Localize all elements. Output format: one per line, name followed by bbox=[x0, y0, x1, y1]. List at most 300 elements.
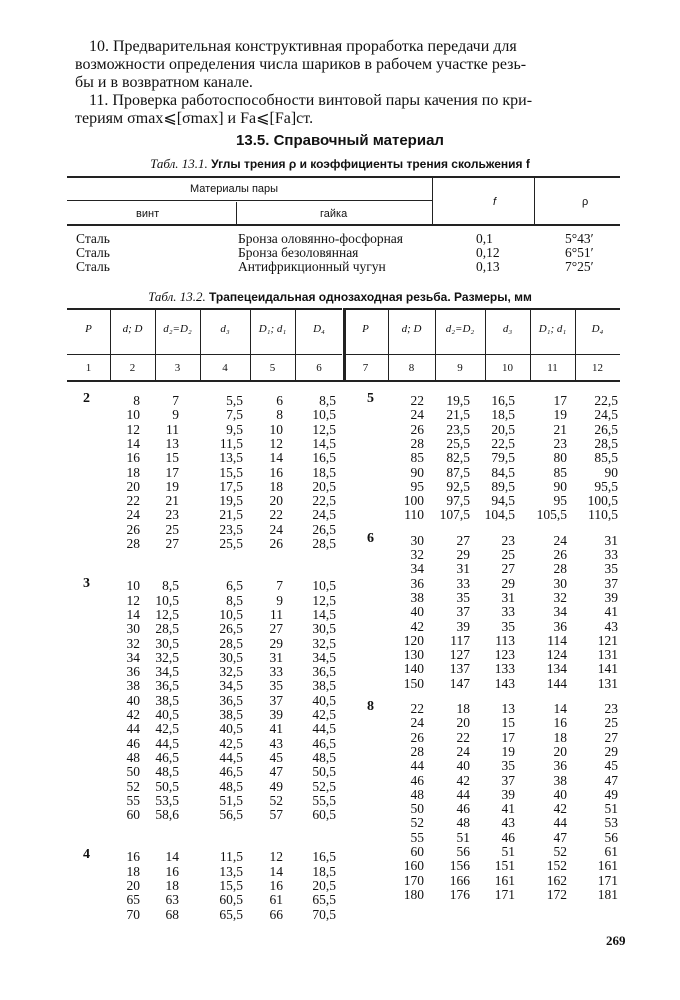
table2-cell: 21,5 bbox=[446, 407, 470, 423]
table2-cell: 29 bbox=[604, 743, 618, 759]
table2-cell: 8 bbox=[276, 407, 283, 423]
table2-cell: 90 bbox=[553, 478, 567, 494]
table2-cell: 63 bbox=[165, 892, 179, 908]
table2-cell: 41 bbox=[604, 604, 618, 620]
paragraph-10: 10. Предварительная конструктивная проработка передачи для возможности определения числа шариков в рабочем участке резь- бы и в возвратном канале. bbox=[75, 38, 527, 91]
table1-mid-rule bbox=[67, 200, 432, 201]
table2-cell: 36 bbox=[410, 575, 424, 591]
table2-cell: 7 bbox=[276, 578, 283, 594]
table2-cell: 26 bbox=[553, 547, 567, 562]
table2-col-number: 12 bbox=[592, 362, 603, 374]
table2-cell: 29 bbox=[501, 575, 515, 591]
table2-cell: 12,5 bbox=[312, 592, 336, 608]
table2-cell: 90 bbox=[604, 464, 618, 480]
table2-cell: 52 bbox=[553, 844, 567, 859]
table2-cell: 130 bbox=[403, 647, 424, 663]
table2-col-header: D₁; d₁ bbox=[538, 323, 567, 335]
table2-cell: 90 bbox=[410, 464, 424, 480]
table2-cell: 23 bbox=[501, 532, 515, 548]
table2-cell: 40,5 bbox=[312, 692, 336, 708]
table1-col-rho: ρ bbox=[582, 196, 589, 208]
table2-cell: 113 bbox=[495, 632, 515, 648]
table2-cell: 23 bbox=[165, 507, 179, 523]
table2-cell: 26 bbox=[410, 729, 424, 745]
table2-cell: 95 bbox=[410, 478, 424, 494]
table2-cell: 36 bbox=[553, 758, 567, 774]
table2-cell: 32 bbox=[410, 547, 424, 562]
table2-cell: 61 bbox=[604, 844, 618, 859]
table2-cell: 6 bbox=[276, 393, 283, 408]
table2-cell: 22 bbox=[126, 493, 140, 509]
table1-bottom-rule bbox=[67, 224, 620, 226]
table2-col-number: 11 bbox=[547, 362, 558, 374]
table2-cell: 121 bbox=[597, 632, 618, 648]
table2-cell: 140 bbox=[403, 661, 424, 677]
table2-cell: 49 bbox=[269, 778, 283, 794]
table2-cell: 105,5 bbox=[536, 507, 567, 523]
page-number: 269 bbox=[606, 933, 626, 948]
table1-col-f: f bbox=[493, 196, 497, 208]
table2-cell: 20 bbox=[456, 715, 470, 731]
table2-cell: 35 bbox=[269, 678, 283, 694]
table2-cell: 55 bbox=[126, 792, 140, 808]
table2-cell: 5,5 bbox=[226, 393, 243, 408]
table2-col-header: d₂=D₂ bbox=[445, 323, 475, 335]
table2-cell: 85,5 bbox=[594, 450, 618, 466]
table2-cell: 34 bbox=[410, 561, 424, 577]
table1-col-screw: винт bbox=[136, 208, 160, 220]
table2-cell: 180 bbox=[403, 886, 424, 902]
table2-cell: 16 bbox=[269, 878, 283, 893]
table2-col-number: 3 bbox=[174, 362, 181, 374]
table2-cell: 30,5 bbox=[155, 635, 179, 651]
table2-cell: 8 bbox=[133, 393, 140, 408]
table2-cell: 11,5 bbox=[219, 435, 243, 451]
table2-cell: 14 bbox=[165, 849, 179, 865]
table2-cell: 25,5 bbox=[219, 536, 243, 551]
table2-cell: 20,5 bbox=[491, 421, 515, 437]
table2-cell: 34 bbox=[126, 649, 140, 665]
table2-cell: 14,5 bbox=[312, 606, 336, 622]
table2-cell: 30 bbox=[410, 532, 424, 548]
table2-cell: 131 bbox=[597, 647, 618, 663]
table2-col-header: D₄ bbox=[313, 323, 325, 335]
table2-cell: 21,5 bbox=[219, 507, 243, 523]
table2-cell: 24 bbox=[410, 407, 424, 423]
table2-cell: 22 bbox=[410, 701, 424, 716]
table2-cell: 27 bbox=[165, 536, 179, 551]
table2-cell: 28,5 bbox=[155, 621, 179, 637]
table2-cell: 26,5 bbox=[594, 421, 618, 437]
table2-cell: 143 bbox=[494, 675, 515, 691]
table2-cell: 18 bbox=[165, 878, 179, 893]
table2-cell: 12,5 bbox=[155, 606, 179, 622]
table2-col-header: d; D bbox=[122, 323, 143, 335]
table2-cell: 37 bbox=[604, 575, 618, 591]
table2-cell: 14 bbox=[126, 606, 140, 622]
table2-cell: 22 bbox=[269, 507, 283, 523]
table2-cell: 107,5 bbox=[439, 507, 470, 523]
table2-col-number: 8 bbox=[408, 362, 415, 374]
table2-pitch-value: 6 bbox=[367, 530, 374, 546]
table2-cell: 29 bbox=[269, 635, 283, 651]
table2-cell: 50 bbox=[126, 764, 140, 780]
table2-cell: 38,5 bbox=[312, 678, 336, 694]
table2-cell: 48,5 bbox=[155, 764, 179, 780]
table2-cell: 85 bbox=[553, 464, 567, 480]
table2-cell: 34 bbox=[553, 604, 567, 620]
table2-cell: 65,5 bbox=[312, 892, 336, 908]
table2-cell: 57 bbox=[269, 807, 283, 823]
table2-cell: 32,5 bbox=[312, 635, 336, 651]
table2-cell: 49 bbox=[604, 786, 618, 802]
table2-cell: 60 bbox=[410, 844, 424, 859]
table2-cell: 6,5 bbox=[226, 578, 243, 594]
table2-cell: 13,5 bbox=[219, 450, 243, 466]
table2-cell: 120 bbox=[403, 632, 424, 648]
table2-cell: 152 bbox=[546, 858, 567, 874]
table2-cell: 53 bbox=[604, 815, 618, 831]
table2-cell: 55 bbox=[410, 829, 424, 845]
table2-cell: 16,5 bbox=[312, 450, 336, 466]
table2-cell: 42 bbox=[410, 618, 424, 634]
table2-cell: 32,5 bbox=[155, 649, 179, 665]
table2-cell: 26 bbox=[126, 521, 140, 537]
table2-cell: 16 bbox=[126, 849, 140, 865]
table2-cell: 17 bbox=[553, 393, 567, 408]
table2-cell: 31 bbox=[501, 589, 515, 605]
table2-cell: 7,5 bbox=[226, 407, 243, 423]
table2-cell: 20 bbox=[126, 878, 140, 893]
table2-cell: 44 bbox=[553, 815, 567, 831]
table2-cell: 40,5 bbox=[155, 707, 179, 722]
table2-cell: 26 bbox=[410, 421, 424, 437]
table2-cell: 37 bbox=[269, 692, 283, 708]
table2-cell: 156 bbox=[449, 858, 470, 874]
table2-col-number: 10 bbox=[502, 362, 513, 374]
table2-cell: 22 bbox=[456, 729, 470, 745]
table2-cell: 47 bbox=[553, 829, 567, 845]
table2-cell: 36 bbox=[553, 618, 567, 634]
table2-cell: 84,5 bbox=[491, 464, 515, 480]
table2-cell: 30 bbox=[126, 621, 140, 637]
table2-cell: 10 bbox=[269, 421, 283, 437]
table2-cell: 8,5 bbox=[226, 592, 243, 608]
table2-cell: 21 bbox=[165, 493, 179, 509]
table2-cell: 18 bbox=[269, 478, 283, 494]
table2-cell: 46,5 bbox=[155, 749, 179, 765]
table2-col-header: d₂=D₂ bbox=[163, 323, 192, 335]
table2-cell: 31 bbox=[604, 532, 618, 548]
table2-cell: 52 bbox=[269, 792, 283, 808]
table2-pitch-value: 5 bbox=[367, 391, 374, 406]
table1-vline-1 bbox=[236, 202, 237, 224]
table2-cell: 85 bbox=[410, 450, 424, 466]
table2-cell: 16 bbox=[126, 450, 140, 466]
table2-cell: 60 bbox=[126, 807, 140, 823]
table2-cell: 166 bbox=[449, 872, 470, 888]
table2-cell: 150 bbox=[403, 675, 424, 691]
table2-cell: 24,5 bbox=[312, 507, 336, 523]
table2-cell: 66 bbox=[269, 906, 283, 922]
table2-cell: 144 bbox=[546, 675, 567, 691]
table2-cell: 100 bbox=[403, 493, 424, 509]
table2-cell: 11 bbox=[166, 421, 179, 437]
table2-cell: 38,5 bbox=[155, 692, 179, 708]
table2-cell: 44,5 bbox=[312, 721, 336, 737]
table2-cell: 131 bbox=[597, 675, 618, 691]
table2-cell: 68 bbox=[165, 906, 179, 922]
table2-cell: 48 bbox=[456, 815, 470, 831]
table2-cell: 36,5 bbox=[312, 664, 336, 680]
table2-cell: 23 bbox=[553, 435, 567, 451]
table2-pitch-value: 8 bbox=[367, 699, 374, 714]
table2-cell: 18,5 bbox=[312, 464, 336, 480]
table2-cell: 171 bbox=[597, 872, 618, 888]
table2-cell: 16,5 bbox=[312, 849, 336, 865]
table2-cell: 42 bbox=[553, 801, 567, 817]
table2-cell: 28 bbox=[410, 435, 424, 451]
table2-cell: 19,5 bbox=[446, 393, 470, 408]
table2-cell: 23,5 bbox=[219, 521, 243, 537]
table2-cell: 65,5 bbox=[219, 906, 243, 922]
table2-cell: 123 bbox=[494, 647, 515, 663]
table2-cell: 181 bbox=[597, 886, 618, 902]
table2-cell: 14 bbox=[269, 863, 283, 879]
table1-top-rule bbox=[67, 176, 620, 178]
table2-cell: 10 bbox=[126, 407, 140, 423]
table2-cell: 22,5 bbox=[312, 493, 336, 509]
table2-cell: 52 bbox=[410, 815, 424, 831]
table2-col-header: d₃ bbox=[220, 323, 230, 335]
table2-cell: 24,5 bbox=[594, 407, 618, 423]
table2-cell: 16 bbox=[165, 863, 179, 879]
table2-cell: 35 bbox=[501, 758, 515, 774]
table1-vline-2 bbox=[432, 176, 433, 224]
table2-cell: 27 bbox=[604, 729, 618, 745]
table2-cell: 22,5 bbox=[491, 435, 515, 451]
table2-cell: 133 bbox=[494, 661, 515, 677]
table2-cell: 17,5 bbox=[219, 478, 243, 494]
table2-cell: 23,5 bbox=[446, 421, 470, 437]
table2-cell: 170 bbox=[403, 872, 424, 888]
table2-cell: 13 bbox=[501, 701, 515, 716]
table2-cell: 27 bbox=[269, 621, 283, 637]
table2-cell: 32 bbox=[126, 635, 140, 651]
table2-cell: 110,5 bbox=[588, 507, 618, 523]
table2-cell: 51 bbox=[604, 801, 618, 817]
table2-cell: 46 bbox=[410, 772, 424, 788]
table2-cell: 114 bbox=[547, 632, 567, 648]
table2-cell: 7 bbox=[172, 393, 179, 408]
table2-cell: 35 bbox=[456, 589, 470, 605]
table2-cell: 117 bbox=[450, 632, 470, 648]
table2-cell: 110 bbox=[404, 507, 424, 523]
table2-cell: 161 bbox=[494, 872, 515, 888]
table2-cell: 48,5 bbox=[312, 749, 336, 765]
table2-cell: 127 bbox=[449, 647, 470, 663]
table2-cell: 16 bbox=[269, 464, 283, 480]
table2-numbers-rule bbox=[67, 380, 620, 382]
table2-cell: 39 bbox=[269, 707, 283, 722]
table2-cell: 50,5 bbox=[155, 778, 179, 794]
table2-col-header: D₄ bbox=[591, 323, 604, 335]
book-page: 10. Предварительная конструктивная проработка передачи для возможности определения числа шариков в рабочем участке резь- бы и в возвратном канале. 11. Проверка работоспособности винтовой пары качения по кри- териям σmax⩽[σmax] и Fa⩽[Fa]ст. 13.5. Справочный материал Табл. 13.1. Углы трения ρ и коэффициенты трения скольжения f Материалы пары винт гайка f ρ Сталь Бронза оловянно-фосфорная 0,1 5°43′ Сталь Бронза безоловянная 0,12 6°51′ Сталь Антифрикционный чугун 0,13 7°25′ Табл. 13.2. Трапецеидальная однозаходная резьба. Размеры, мм P 1 d; D 2 d₂=D₂ 3 d₃ 4 D₁; d₁ 5 D₄ 6 P 7 d; D 8 d₂=D₂ 9 d₃ 10 D₁; d₁ 11 D₄ 12 2 8 10 12 14 16 18 20 22 24 26 28 7 9 11 13 15 17 19 21 23 25 27 5,5 7,5 9,5 11,5 13,5 15,5 17,5 19,5 21,5 23,5 25,5 6 8 10 12 14 16 18 20 22 24 26 8,5 10,5 12,5 14,5 16,5 18,5 20,5 22,5 24,5 26,5 28,5 3 10 12 14 30 32 34 36 38 40 42 44 46 48 50 52 55 60 8,5 10,5 12,5 28,5 30,5 32,5 34,5 36,5 38,5 40,5 42,5 44,5 46,5 48,5 50,5 53,5 58,6 6,5 8,5 10,5 26,5 28,5 30,5 32,5 34,5 36,5 38,5 40,5 42,5 44,5 46,5 48,5 51,5 56,5 7 9 11 27 29 31 33 35 37 39 41 43 45 47 49 52 57 10,5 12,5 14,5 30,5 32,5 34,5 36,5 38,5 40,5 42,5 44,5 46,5 48,5 50,5 52,5 55,5 60,5 4 16 18 20 65 70 14 16 18 63 68 11,5 13,5 15,5 60,5 65,5 12 14 16 61 66 16,5 18,5 20,5 65,5 70,5 5 22 24 26 28 85 90 95 100 110 19,5 21,5 23,5 25,5 82,5 87,5 92,5 97,5 107,5 16,5 18,5 20,5 22,5 79,5 84,5 89,5 94,5 104,5 17 19 21 23 80 85 90 95 105,5 22,5 24,5 26,5 28,5 85,5 90 95,5 100,5 110,5 6 30 32 34 36 38 40 42 120 130 140 150 27 29 31 33 35 37 39 117 127 137 147 23 25 27 29 31 33 35 113 123 133 143 24 26 28 30 32 34 36 114 124 134 144 31 33 35 37 39 41 43 121 131 141 131 8 22 24 26 28 44 46 48 50 52 55 60 160 170 180 18 20 22 24 40 42 44 46 48 51 56 156 166 176 13 15 17 19 35 37 39 41 43 46 51 151 161 171 14 16 18 20 36 38 40 42 44 47 52 152 162 172 23 25 27 29 45 47 49 51 53 56 61 161 171 181 269 bbox=[0, 0, 680, 1000]
table2-cell: 10,5 bbox=[155, 592, 179, 608]
table2-cell: 46 bbox=[501, 829, 515, 845]
table2-cell: 15,5 bbox=[219, 878, 243, 893]
table2-cell: 15 bbox=[165, 450, 179, 466]
table2-pitch-value: 2 bbox=[83, 391, 90, 406]
table2-col-number: 7 bbox=[362, 362, 369, 374]
table2-cell: 44 bbox=[456, 786, 470, 802]
table2-cell: 42,5 bbox=[155, 721, 179, 737]
table2-cell: 8,5 bbox=[319, 393, 336, 408]
table1-caption: Табл. 13.1. Углы трения ρ и коэффициенты трения скольжения f bbox=[150, 156, 530, 171]
table2-cell: 13,5 bbox=[219, 863, 243, 879]
table2-cell: 124 bbox=[546, 647, 567, 663]
table2-cell: 160 bbox=[403, 858, 424, 874]
table2-cell: 28 bbox=[553, 561, 567, 577]
table2-cell: 70 bbox=[126, 906, 140, 922]
table2-col-header: d₃ bbox=[502, 323, 513, 335]
table2-cell: 42,5 bbox=[312, 707, 336, 722]
table2-cell: 48 bbox=[410, 786, 424, 802]
table2-cell: 28,5 bbox=[219, 635, 243, 651]
table2-cell: 8,5 bbox=[162, 578, 179, 594]
table2-cell: 95 bbox=[553, 493, 567, 509]
table2-cell: 36,5 bbox=[219, 692, 243, 708]
table2-cell: 9 bbox=[276, 592, 283, 608]
table2-col-header: d; D bbox=[401, 323, 422, 335]
table2-cell: 25 bbox=[604, 715, 618, 731]
table2-col-number: 4 bbox=[222, 362, 228, 374]
table2-cell: 20 bbox=[269, 493, 283, 509]
table2-cell: 41 bbox=[501, 801, 515, 817]
table2-cell: 34,5 bbox=[155, 664, 179, 680]
table2-cell: 32 bbox=[553, 589, 567, 605]
table2-cell: 25 bbox=[501, 547, 515, 562]
table2-cell: 10,5 bbox=[312, 578, 336, 594]
table2-cell: 52,5 bbox=[312, 778, 336, 794]
table2-cell: 104,5 bbox=[484, 507, 515, 523]
table2-cell: 29 bbox=[456, 547, 470, 562]
table2-cell: 44,5 bbox=[219, 749, 243, 765]
table2-cell: 35 bbox=[604, 561, 618, 577]
table2-cell: 27 bbox=[456, 532, 470, 548]
table2-cell: 19 bbox=[165, 478, 179, 494]
table2-cell: 19 bbox=[501, 743, 515, 759]
table2-cell: 172 bbox=[546, 886, 567, 902]
table1-col-nut: гайка bbox=[320, 208, 348, 220]
table2-cell: 9 bbox=[172, 407, 179, 423]
table2-cell: 56 bbox=[456, 844, 470, 859]
table2-cell: 30 bbox=[553, 575, 567, 591]
table2-cell: 39 bbox=[604, 589, 618, 605]
table2-cell: 24 bbox=[553, 532, 567, 548]
table2-cell: 46,5 bbox=[312, 735, 336, 751]
table2-cell: 12 bbox=[269, 849, 283, 865]
table2-cell: 162 bbox=[546, 872, 567, 888]
table2-cell: 40,5 bbox=[219, 721, 243, 737]
table2-cell: 33 bbox=[456, 575, 470, 591]
table2-cell: 22,5 bbox=[594, 393, 618, 408]
table2-cell: 36 bbox=[126, 664, 140, 680]
table2-cell: 15,5 bbox=[219, 464, 243, 480]
table2-col-header: D₁; d₁ bbox=[258, 323, 287, 335]
table2-cell: 24 bbox=[126, 507, 140, 523]
table2-cell: 38 bbox=[553, 772, 567, 788]
table2-cell: 46,5 bbox=[219, 764, 243, 780]
table2-cell: 20 bbox=[553, 743, 567, 759]
table2-cell: 11 bbox=[270, 606, 283, 622]
table2-cell: 33 bbox=[604, 547, 618, 562]
table2-cell: 10,5 bbox=[312, 407, 336, 423]
table2-cell: 33 bbox=[501, 604, 515, 620]
table2-cell: 40 bbox=[410, 604, 424, 620]
table2-cell: 12 bbox=[126, 421, 140, 437]
table2-cell: 147 bbox=[449, 675, 470, 691]
table2-cell: 36,5 bbox=[155, 678, 179, 694]
table2-cell: 60,5 bbox=[219, 892, 243, 908]
table2-cell: 61 bbox=[269, 892, 283, 908]
table2-pitch-value: 4 bbox=[83, 847, 90, 863]
table2-cell: 13 bbox=[165, 435, 179, 451]
table2-col-number: 2 bbox=[129, 362, 136, 374]
table2-cell: 24 bbox=[410, 715, 424, 731]
table2-cell: 9,5 bbox=[226, 421, 243, 437]
table2-cell: 19,5 bbox=[219, 493, 243, 509]
table2-cell: 18 bbox=[553, 729, 567, 745]
table2-cell: 38 bbox=[126, 678, 140, 694]
table2-col-number: 5 bbox=[269, 362, 276, 374]
table2-cell: 40 bbox=[553, 786, 567, 802]
table2-cell: 47 bbox=[269, 764, 283, 780]
table2-cell: 42 bbox=[126, 707, 140, 722]
table2-cell: 60,5 bbox=[312, 807, 336, 823]
table2-cell: 56,5 bbox=[219, 807, 243, 823]
table2-cell: 30,5 bbox=[219, 649, 243, 665]
table2-cell: 41 bbox=[269, 721, 283, 737]
table2-cell: 46 bbox=[456, 801, 470, 817]
table2-col-header: P bbox=[85, 323, 92, 335]
table2-cell: 70,5 bbox=[312, 906, 336, 922]
table2-cell: 19 bbox=[553, 407, 567, 423]
table2-cell: 17 bbox=[501, 729, 515, 745]
table2-cell: 40 bbox=[456, 758, 470, 774]
table2-cell: 134 bbox=[546, 661, 567, 677]
table2-cell: 51 bbox=[501, 844, 515, 859]
table2-cell: 23 bbox=[604, 701, 618, 716]
table2-cell: 43 bbox=[604, 618, 618, 634]
table2-cell: 14 bbox=[553, 701, 567, 716]
table2-cell: 18,5 bbox=[491, 407, 515, 423]
table2-cell: 26,5 bbox=[312, 521, 336, 537]
table2-cell: 22 bbox=[410, 393, 424, 408]
table2-cell: 52 bbox=[126, 778, 140, 794]
table2-cell: 10 bbox=[126, 578, 140, 594]
table2-cell: 14,5 bbox=[312, 435, 336, 451]
table2-cell: 92,5 bbox=[446, 478, 470, 494]
table2-cell: 51 bbox=[456, 829, 470, 845]
table2-cell: 18,5 bbox=[312, 863, 336, 879]
table2-cell: 100,5 bbox=[587, 493, 618, 509]
table2-cell: 28,5 bbox=[594, 435, 618, 451]
table2-caption: Табл. 13.2. Трапецеидальная однозаходная резьба. Размеры, мм bbox=[148, 289, 532, 304]
table2-cell: 35 bbox=[501, 618, 515, 634]
table2-cell: 44 bbox=[126, 721, 140, 737]
table2-cell: 32,5 bbox=[219, 664, 243, 680]
